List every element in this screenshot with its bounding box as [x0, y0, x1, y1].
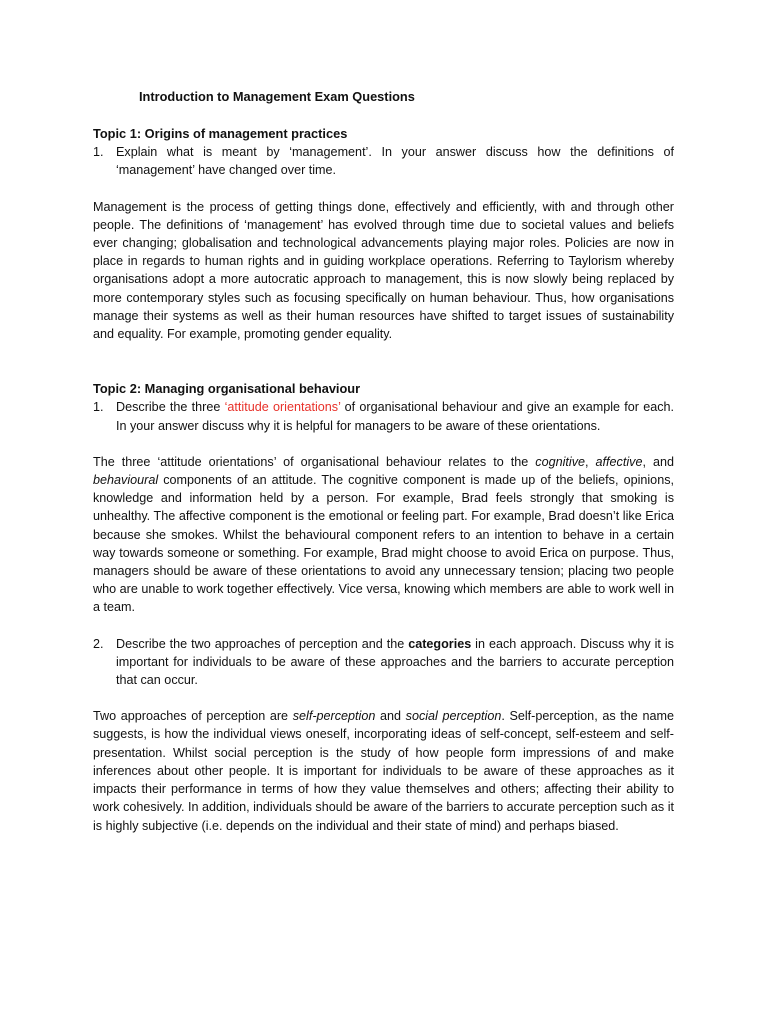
italic-term-cognitive: cognitive — [535, 454, 586, 469]
question-text-end: of organisational behaviour and give an example for each. In your answer discuss why it is helpful for managers to be aware of these orientations. — [116, 400, 675, 433]
topic2-answer-1 — [93, 453, 674, 617]
italic-term-affective: affective — [595, 454, 643, 469]
conjunction: and — [375, 709, 406, 724]
topic1-answer-1: Management is the process of getting things done, effectively and efficiently, with and through other people. The definitions of ‘management’ has evolved through time due to societal values and beliefs ever changing; globalisation and technological advancements playing major roles. Policies are now in place in regards to human rights and in guiding workplace operations. Referring to Taylorism whereby organisations adopt a more autocratic approach to management, this is now slowly being replaced by more contemporary styles such as focusing specifically on human behaviour. Thus, how organisations manage their systems as well as their human resources have shifted to target issues of sustainability and equality. For example, promoting gender equality. — [93, 199, 674, 342]
italic-term-self-perception: self-perception — [292, 709, 376, 724]
bold-term: categories — [408, 636, 472, 651]
answer-text-start: Two approaches of perception are — [93, 709, 293, 724]
answer-text-end: . Self-perception, as the name suggests, is how the individual views oneself, incorporating ideas of self-concept, self-esteem and self-presentation. Whilst social perception is the study of how people form impressions of and make inferences about other people. It is important for individuals to be aware of these approaches as it impacts their performance in terms of how they value themselves and others; affecting their ability to work cohesively. In addition, individuals should be aware of the barriers to accurate perception such as it is highly subjective (i.e. depends on the individual and their state of mind) and perhaps biased. — [93, 709, 674, 833]
separator: , — [585, 454, 596, 469]
separator: , and — [642, 454, 674, 469]
topic2-question-1 — [93, 398, 674, 434]
question-text — [116, 398, 674, 434]
topic2-heading: Topic 2: Managing organisational behaviour — [93, 381, 361, 397]
italic-term-social-perception: social perception — [405, 709, 502, 724]
document-title: Introduction to Management Exam Questions — [139, 89, 415, 104]
topic2-question-2 — [93, 635, 674, 690]
document-page — [93, 88, 674, 835]
italic-term-behavioural: behavioural — [93, 473, 159, 488]
question-number: 1. — [93, 400, 104, 415]
question-text: Explain what is meant by ‘management’. In your answer discuss how the definitions of ‘management’ have changed over time. — [116, 145, 674, 178]
question-text — [116, 635, 674, 690]
question-text-start: Describe the two approaches of perception and the — [116, 636, 409, 651]
topic1-heading: Topic 1: Origins of management practices — [93, 126, 348, 141]
question-text-end: in each approach. Discuss why it is important for individuals to be aware of these approaches and the barriers to accurate perception that can occur. — [116, 636, 674, 688]
question-number: 2. — [93, 636, 104, 651]
topic1-question-1 — [93, 143, 674, 179]
answer-text-start: The three ‘attitude orientations’ of organisational behaviour relates to the — [93, 454, 536, 469]
topic2-answer-2 — [93, 707, 674, 834]
question-number: 1. — [93, 145, 104, 160]
highlighted-term: ‘attitude orientations’ — [224, 400, 341, 415]
answer-text-end: components of an attitude. The cognitive component is made up of the beliefs, opinions, knowledge and information held by a person. For example, Brad feels strongly that smoking is unhealthy. The affective component is the emotional or feeling part. For example, Brad doesn’t like Erica because she smokes. Whilst the behavioural component refers to an intention to behave in a certain way towards someone or something. For example, Brad might choose to avoid Erica on purpose. Thus, managers should be aware of these orientations to avoid any unnecessary tension; placing two people who are unable to work together effectively. Vice versa, knowing which members are able to work well in a team. — [93, 473, 674, 615]
question-text-start: Describe the three — [116, 400, 225, 415]
